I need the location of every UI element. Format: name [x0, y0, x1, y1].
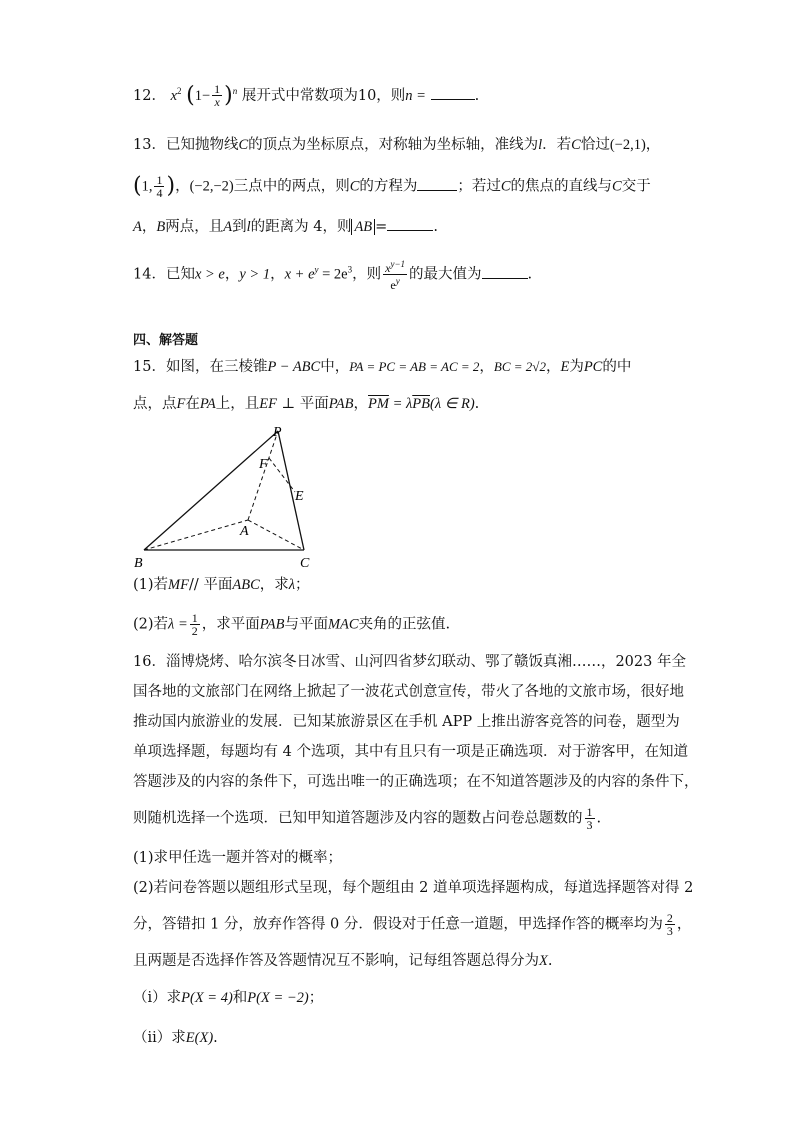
- q13-C: C: [500, 178, 511, 195]
- q14-tail: 的最大值为: [409, 266, 482, 283]
- q15-sub1-text-3: ，求: [259, 577, 289, 593]
- q13-text-7: ；若过: [457, 178, 501, 195]
- q13-point-2-right-paren: ): [166, 173, 176, 199]
- q16-line-6: [133, 806, 601, 831]
- label-F: F: [259, 457, 268, 472]
- q16-X: X: [539, 953, 548, 969]
- q16-line-6-text: 则随机选择一个选项．已知甲知道答题涉及内容的题数占问卷总题数的: [133, 810, 583, 827]
- q14-cond-3: x + e: [284, 266, 315, 283]
- q12-one-minus: 1−: [194, 87, 211, 104]
- q14-text-1: 14．已知: [133, 266, 195, 283]
- q15-F: F: [176, 396, 186, 412]
- tetrahedron-figure: [128, 422, 328, 572]
- q15-text-7: 上，且: [215, 396, 260, 412]
- q16-ii-text: （ii）求: [133, 1030, 186, 1046]
- q15-subquestion-2: [133, 612, 450, 637]
- q15-PC: PC: [583, 359, 603, 375]
- q15-vec-eq: = λ: [388, 396, 413, 412]
- question-15-line-1: [133, 356, 631, 378]
- q16-s2c-text: 且两题是否选择作答及答题情况互不影响，记每组答题总得分为: [133, 953, 539, 969]
- q15-sub2-text-2: ，求平面: [201, 616, 260, 633]
- edge-BA: [144, 520, 248, 550]
- q14-end: .: [527, 266, 533, 283]
- q13-abs-AB: AB: [351, 219, 375, 235]
- q13-text-12: 的距离为 4，则: [250, 219, 352, 235]
- q13-text-9: 交于: [621, 178, 651, 195]
- q13-C: C: [612, 178, 622, 195]
- q13-point-2-x: 1,: [141, 178, 153, 195]
- q16-P-X-neg2: P(X = −2): [247, 990, 309, 1006]
- q12-answer-blank[interactable]: [431, 85, 475, 100]
- q13-C: C: [238, 137, 249, 153]
- q15-half: $\frac{1}{2}$: [191, 611, 198, 638]
- q16-E-X: E(X): [185, 1030, 214, 1046]
- q13-text-10: 两点，且: [165, 219, 224, 235]
- question-14: [133, 258, 532, 291]
- q15-ABC: ABC: [232, 577, 260, 593]
- q13-point-2-left-paren: (: [133, 173, 142, 199]
- q16-s2b-end: ，: [676, 916, 692, 933]
- q16-ii-end: .: [213, 1030, 218, 1046]
- q13-text-8: 的焦点的直线与: [510, 178, 613, 195]
- q16-line-2: 国各地的文旅部门在网络上掀起了一波花式创意宣传，带火了各地的文旅市场，很好地: [133, 684, 684, 700]
- q13-answer-blank-1[interactable]: [417, 176, 457, 191]
- q13-text-11: 到: [232, 219, 247, 235]
- q12-x: x: [170, 87, 177, 104]
- q14-cond-2: y > 1: [239, 266, 271, 283]
- question-13-line-3: [133, 216, 438, 238]
- q15-comma: ，: [353, 396, 368, 412]
- label-A: A: [240, 524, 249, 539]
- q15-lambda-eq: λ =: [168, 616, 188, 633]
- q16-P-X-4: P(X = 4): [181, 990, 233, 1006]
- q13-text-2: 的顶点为坐标原点，对称轴为坐标轴，准线为: [248, 137, 539, 153]
- q16-line-3: 推动国内旅游业的发展．已知某旅游景区在手机 APP 上推出游客竞答的问卷，题型为: [133, 714, 680, 730]
- q13-point-1: (−2,1): [609, 137, 646, 153]
- q16-part-ii: [133, 1027, 218, 1049]
- q14-cond-3b: = 2e: [318, 266, 348, 283]
- question-15-line-2: [133, 393, 479, 415]
- q15-text-4: 的中: [602, 359, 632, 375]
- q13-point-3: (−2,−2): [189, 178, 234, 195]
- q15-sub2-text-3: 与平面: [284, 616, 328, 633]
- q14-cond-3-sup: y: [314, 264, 319, 275]
- question-13-line-1: [133, 134, 660, 156]
- q13-text-3: ．若: [542, 137, 572, 153]
- q13-comma: ，: [175, 178, 190, 195]
- q14-fraction: $\frac{x^{y-1}}{e^y}$: [385, 259, 406, 292]
- q13-comma: ，: [645, 137, 661, 153]
- q12-text: 展开式中常数项为10，则: [241, 87, 406, 104]
- q16-subquestion-2-line-3: [133, 950, 552, 972]
- q12-x-exponent: 2: [177, 86, 182, 96]
- q16-line-5: 答题涉及的内容的条件下，可选出唯一的正确选项；在不知道答题涉及的内容的条件下，: [133, 774, 699, 790]
- q15-bc: BC = 2√2: [493, 359, 546, 374]
- q12-end: .: [474, 87, 480, 104]
- q16-i-and: 和: [232, 990, 248, 1006]
- q13-C: C: [571, 137, 581, 153]
- q12-power: n: [232, 86, 238, 96]
- q15-sub1-text-2: // 平面: [188, 577, 233, 593]
- q16-s2b-text: 分，答错扣 1 分，放弃作答得 0 分．假设对于任意一道题，甲选择作答的概率均为: [133, 916, 663, 933]
- q15-text-3: 为: [569, 359, 584, 375]
- q15-equalities: PA = PC = AB = AC = 2: [349, 359, 480, 374]
- q16-line-1: 16．淄博烧烤、哈尔滨冬日冰雪、山河四省梦幻联动、鄂了赣饭真湘……，2023 年全: [133, 654, 686, 670]
- section-heading: 四、解答题: [133, 333, 199, 348]
- q15-tetrahedron: P − ABC: [267, 359, 321, 375]
- q16-line-4: 单项选择题，每题均有 4 个选项，其中有且只有一项是正确选项．对于游客甲，在知道: [133, 744, 688, 760]
- label-P: P: [273, 425, 282, 440]
- q12-left-paren: (: [186, 82, 195, 108]
- q14-then: ，则: [352, 266, 382, 283]
- q16-subquestion-1: (1)求甲任选一题并答对的概率；: [133, 850, 343, 866]
- q15-lambda-domain: (λ ∈ R): [429, 396, 475, 412]
- q15-lambda: λ: [288, 577, 296, 593]
- label-C: C: [300, 556, 310, 571]
- q12-number: 12．: [133, 87, 166, 104]
- q15-sep: ，: [479, 359, 494, 375]
- q13-text-6: 的方程为: [359, 178, 418, 195]
- q15-perp: ⊥ 平面: [276, 396, 329, 412]
- q13-l: l: [538, 137, 543, 153]
- q15-subquestion-1: [133, 574, 310, 596]
- q15-text-5: 点，点: [133, 396, 177, 412]
- q13-text-1: 13．已知抛物线: [133, 137, 239, 153]
- q13-text-5: 三点中的两点，则: [233, 178, 350, 195]
- q12-n-eq: n =: [405, 87, 426, 104]
- label-E: E: [295, 489, 304, 504]
- q15-end: .: [474, 396, 480, 412]
- label-B: B: [134, 556, 143, 571]
- q16-i-text: （i）求: [133, 990, 182, 1006]
- q16-subquestion-2-line-1: (2)若问卷答题以题组形式呈现，每个题组由 2 道单项选择题构成，每道选择题答对得 2: [133, 880, 694, 896]
- q14-sep: ，: [224, 266, 240, 283]
- q14-cond-1: x > e: [194, 266, 225, 283]
- q13-text-4: 恰过: [580, 137, 610, 153]
- q15-vector-PB: $\overline{PB}$: [412, 396, 430, 412]
- q15-PA: PA: [199, 396, 216, 412]
- q13-answer-blank-2[interactable]: [387, 216, 433, 231]
- edge-AC: [248, 520, 304, 550]
- q15-MF: MF: [168, 577, 189, 593]
- q16-s2c-end: .: [547, 953, 553, 969]
- segment-FE: [269, 458, 295, 492]
- q15-plane-PAB: PAB: [259, 616, 285, 633]
- q16-part-i: [133, 987, 323, 1009]
- q13-B: B: [156, 219, 166, 235]
- q13-C: C: [349, 178, 360, 195]
- q15-EF: EF: [259, 396, 277, 412]
- question-13-line-2: [133, 174, 651, 199]
- q13-A: A: [133, 219, 142, 235]
- q15-text-6: 在: [185, 396, 200, 412]
- q13-point-2-fraction: $\frac{1}{4}$: [156, 173, 163, 200]
- q13-end: .: [433, 219, 438, 235]
- q13-eq: =: [375, 219, 388, 235]
- q15-sub1-end: ；: [295, 577, 310, 593]
- q12-fraction: $\frac{1}{x}$: [214, 82, 221, 110]
- q15-plane-MAC: MAC: [327, 616, 359, 633]
- q15-sub1-text: (1)若: [133, 577, 169, 593]
- q15-text-1: 15．如图，在三棱锥: [133, 359, 268, 375]
- q14-answer-blank[interactable]: [482, 264, 528, 279]
- q15-comma: ，: [545, 359, 561, 375]
- q15-sub2-text: (2)若: [133, 616, 169, 633]
- q12-right-paren: ): [224, 82, 233, 108]
- q16-line-6-end: .: [596, 810, 602, 827]
- q13-A: A: [223, 219, 233, 235]
- q15-E: E: [560, 359, 570, 375]
- q13-comma: ，: [141, 219, 157, 235]
- q15-sub2-end: 夹角的正弦值.: [358, 616, 451, 633]
- q16-one-third: $\frac{1}{3}$: [586, 805, 593, 832]
- q16-i-end: ；: [308, 990, 324, 1006]
- q15-vector-PM: $\overline{PM}$: [368, 396, 389, 412]
- q15-text-2: 中，: [320, 359, 350, 375]
- q14-cond-3-sup2: 3: [347, 264, 353, 275]
- q13-l: l: [246, 219, 251, 235]
- q16-subquestion-2-line-2: [133, 912, 691, 937]
- q16-two-thirds: $\frac{2}{3}$: [666, 911, 673, 938]
- q14-sep: ，: [270, 266, 285, 283]
- q15-PAB: PAB: [328, 396, 354, 412]
- question-12: [133, 80, 479, 108]
